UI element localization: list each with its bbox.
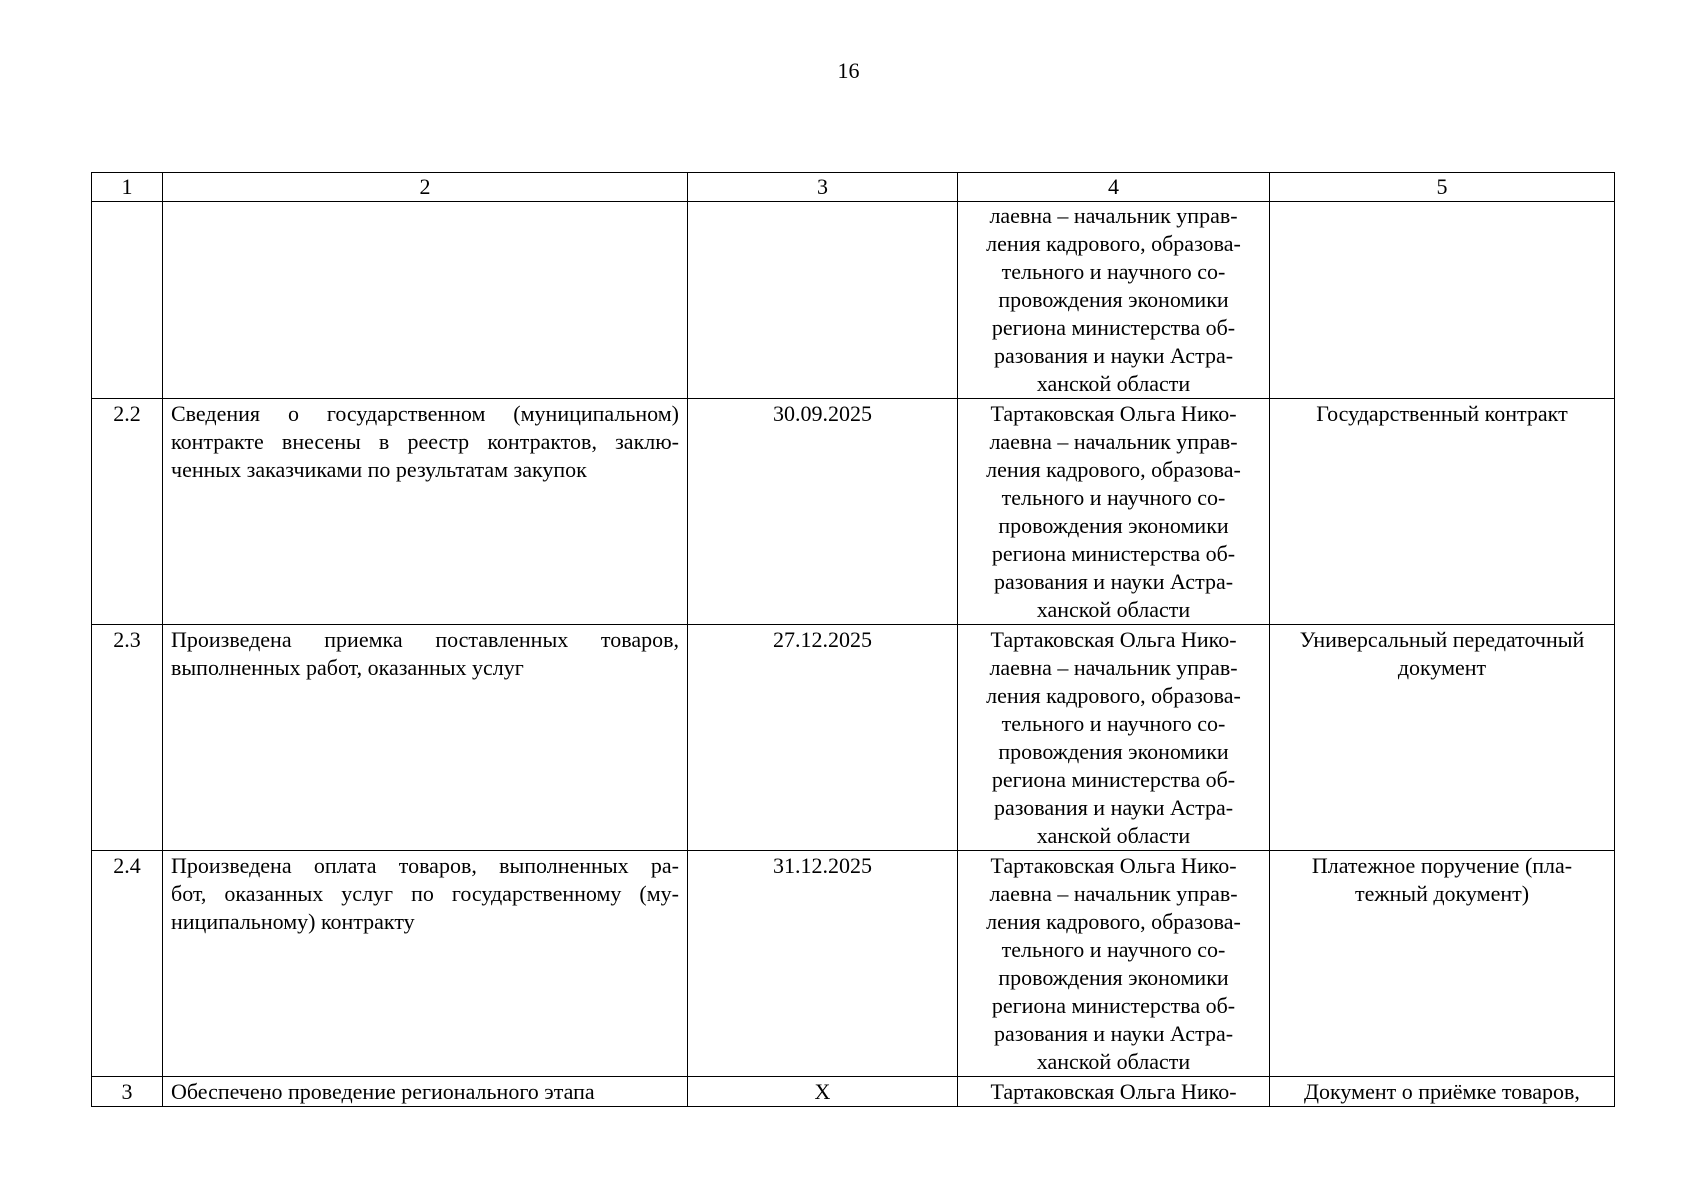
cell-line: региона министерства об- — [991, 315, 1236, 340]
description-cell — [163, 399, 688, 625]
responsible-cell — [958, 202, 1270, 399]
cell-line: ханской области — [1036, 371, 1191, 396]
document-cell — [1270, 1077, 1615, 1107]
cell-line: тельного и научного со- — [1001, 259, 1226, 284]
cell-line: ченных заказчиками по результатам закупок — [171, 457, 587, 482]
cell-line: разования и науки Астра- — [993, 1021, 1234, 1046]
header-row — [92, 173, 1615, 202]
description-cell — [163, 625, 688, 851]
cell-line: региона министерства об- — [991, 767, 1236, 792]
cell-line: провождения экономики — [998, 965, 1229, 990]
cell-line: ления кадрового, образова- — [986, 231, 1241, 256]
row-number-cell: 2.4 — [92, 851, 163, 1077]
date-cell: 30.09.2025 — [688, 399, 958, 625]
header-cell-1: 1 — [92, 173, 163, 202]
cell-line: Тартаковская Ольга Нико- — [990, 1079, 1237, 1104]
cell-line: документ — [1397, 655, 1487, 680]
date-cell: Х — [688, 1077, 958, 1107]
row-number-cell — [92, 202, 163, 399]
cell-line: ханской области — [1036, 823, 1191, 848]
document-cell — [1270, 625, 1615, 851]
cell-line: разования и науки Астра- — [993, 795, 1234, 820]
responsible-cell — [958, 851, 1270, 1077]
cell-line: лаевна – начальник управ- — [989, 203, 1238, 228]
cell-line: ханской области — [1036, 597, 1191, 622]
page-number: 16 — [837, 58, 860, 83]
cell-line: ханской области — [1036, 1049, 1191, 1074]
cell-line: тельного и научного со- — [1001, 937, 1226, 962]
cell-line: выполненных работ, оказанных услуг — [171, 655, 524, 680]
header-cell-4: 4 — [958, 173, 1270, 202]
cell-line: региона министерства об- — [991, 993, 1236, 1018]
cell-line: Государственный контракт — [1316, 401, 1568, 426]
cell-line: Тартаковская Ольга Нико- — [990, 401, 1237, 426]
cell-line: лаевна – начальник управ- — [989, 429, 1238, 454]
cell-line: ления кадрового, образова- — [986, 457, 1241, 482]
cell-line: Универсальный передаточный — [1299, 627, 1585, 652]
row-number-cell: 2.3 — [92, 625, 163, 851]
cell-line: контракте внесены в реестр контрактов, заклю- — [171, 429, 679, 454]
cell-line: разования и науки Астра- — [993, 343, 1234, 368]
date-cell — [688, 202, 958, 399]
responsible-cell — [958, 1077, 1270, 1107]
document-cell — [1270, 399, 1615, 625]
cell-line: региона министерства об- — [991, 541, 1236, 566]
cell-line: лаевна – начальник управ- — [989, 655, 1238, 680]
date-cell: 31.12.2025 — [688, 851, 958, 1077]
description-cell — [163, 851, 688, 1077]
cell-line: провождения экономики — [998, 513, 1229, 538]
cell-line: провождения экономики — [998, 287, 1229, 312]
plan-table — [91, 172, 1615, 1107]
cell-line: Обеспечено проведение регионального этапа — [171, 1079, 595, 1104]
cell-line: Произведена оплата товаров, выполненных ра- — [171, 853, 679, 878]
description-cell — [163, 1077, 688, 1107]
cell-line: бот, оказанных услуг по государственному (му- — [171, 881, 679, 906]
responsible-cell — [958, 625, 1270, 851]
responsible-cell — [958, 399, 1270, 625]
cell-line: тежный документ) — [1354, 881, 1530, 906]
table-row — [92, 851, 1615, 1077]
cell-line: Документ о приёмке товаров, — [1304, 1079, 1580, 1104]
description-cell — [163, 202, 688, 399]
cell-line: Сведения о государственном (муниципальном) — [171, 401, 679, 426]
cell-line: Произведена приемка поставленных товаров, — [171, 627, 679, 652]
date-cell: 27.12.2025 — [688, 625, 958, 851]
header-cell-2: 2 — [163, 173, 688, 202]
table-row — [92, 399, 1615, 625]
table-row — [92, 202, 1615, 399]
cell-line: ниципальному) контракту — [171, 909, 415, 934]
cell-line: лаевна – начальник управ- — [989, 881, 1238, 906]
row-number-cell: 2.2 — [92, 399, 163, 625]
cell-line: Тартаковская Ольга Нико- — [990, 627, 1237, 652]
cell-line: Тартаковская Ольга Нико- — [990, 853, 1237, 878]
header-cell-3: 3 — [688, 173, 958, 202]
cell-line: тельного и научного со- — [1001, 711, 1226, 736]
cell-line: провождения экономики — [998, 739, 1229, 764]
header-cell-5: 5 — [1270, 173, 1615, 202]
document-cell — [1270, 202, 1615, 399]
cell-line: разования и науки Астра- — [993, 569, 1234, 594]
table-row — [92, 625, 1615, 851]
cell-line: тельного и научного со- — [1001, 485, 1226, 510]
table-row — [92, 1077, 1615, 1107]
cell-line: ления кадрового, образова- — [986, 683, 1241, 708]
row-number-cell: 3 — [92, 1077, 163, 1107]
document-cell — [1270, 851, 1615, 1077]
cell-line: Платежное поручение (пла- — [1311, 853, 1573, 878]
cell-line: ления кадрового, образова- — [986, 909, 1241, 934]
